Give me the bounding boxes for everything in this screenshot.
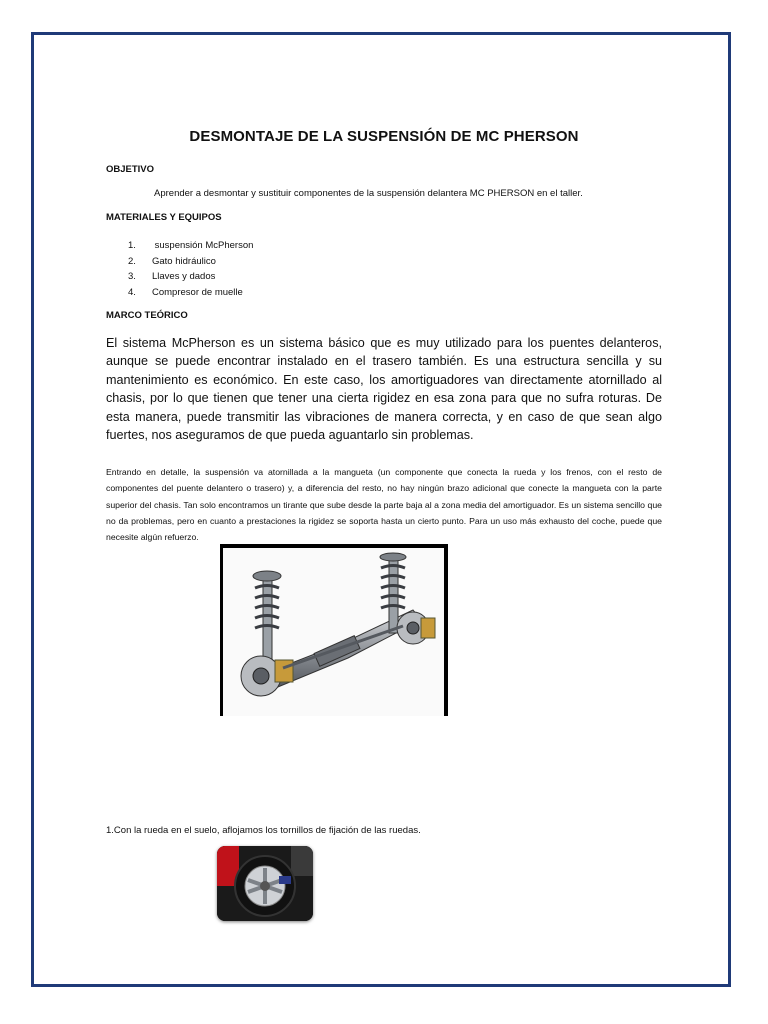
list-item: 3. Llaves y dados bbox=[128, 271, 216, 282]
theory-heading: MARCO TEÓRICO bbox=[106, 310, 188, 321]
list-item: 4. Compresor de muelle bbox=[128, 286, 243, 298]
theory-paragraph-1: El sistema McPherson es un sistema básico que es muy utilizado para los puentes delanteros, aunque se puede encontrar instalado en el trasero también. Es una estructura sencilla y su mantenimiento es económico. En este caso, los amortiguadores van directamente atornillado al chasis, por lo que tienen que tener una cierta rigidez en esa zona para que no sufra roturas. De esta manera, puede transmitir las vibraciones de manera correcta, y en caso de que sean algo fuertes, nos aseguramos de que pueda aguantarlo sin problemas. bbox=[106, 336, 662, 443]
suspension-photo bbox=[220, 544, 448, 716]
theory-paragraph-2: Entrando en detalle, la suspensión va atornillada a la mangueta (un componente que conecta la rueda y los frenos, con el resto de componentes del puente delantero o trasero) y, a diferencia del resto, no hay ningún brazo adicional que conecte la mangueta con la parte superior del chasis. Tan solo encontramos un tirante que sube desde la parte baja al a zona media del amortiguador. Es un sistema sencillo que no da problemas, pero en cuanto a prestaciones la rigidez se soporta hasta un cierto punto. Para un uso más exhausto del coche, puede que necesite algún refuerzo. bbox=[106, 467, 662, 543]
objective-heading: OBJETIVO bbox=[106, 164, 155, 175]
objective-text: Aprender a desmontar y sustituir componentes de la suspensión delantera MC PHERSON en el taller. bbox=[154, 188, 583, 199]
list-item: 2. Gato hidráulico bbox=[128, 255, 216, 267]
list-item: 1. suspensión McPherson bbox=[128, 240, 254, 251]
wheel-photo bbox=[217, 846, 313, 921]
materials-heading: MATERIALES Y EQUIPOS bbox=[106, 212, 222, 223]
materials-list bbox=[128, 238, 253, 300]
step-1-text: 1.Con la rueda en el suelo, aflojamos los tornillos de fijación de las ruedas. bbox=[106, 825, 421, 836]
document-title: DESMONTAJE DE LA SUSPENSIÓN DE MC PHERSON bbox=[189, 128, 579, 145]
